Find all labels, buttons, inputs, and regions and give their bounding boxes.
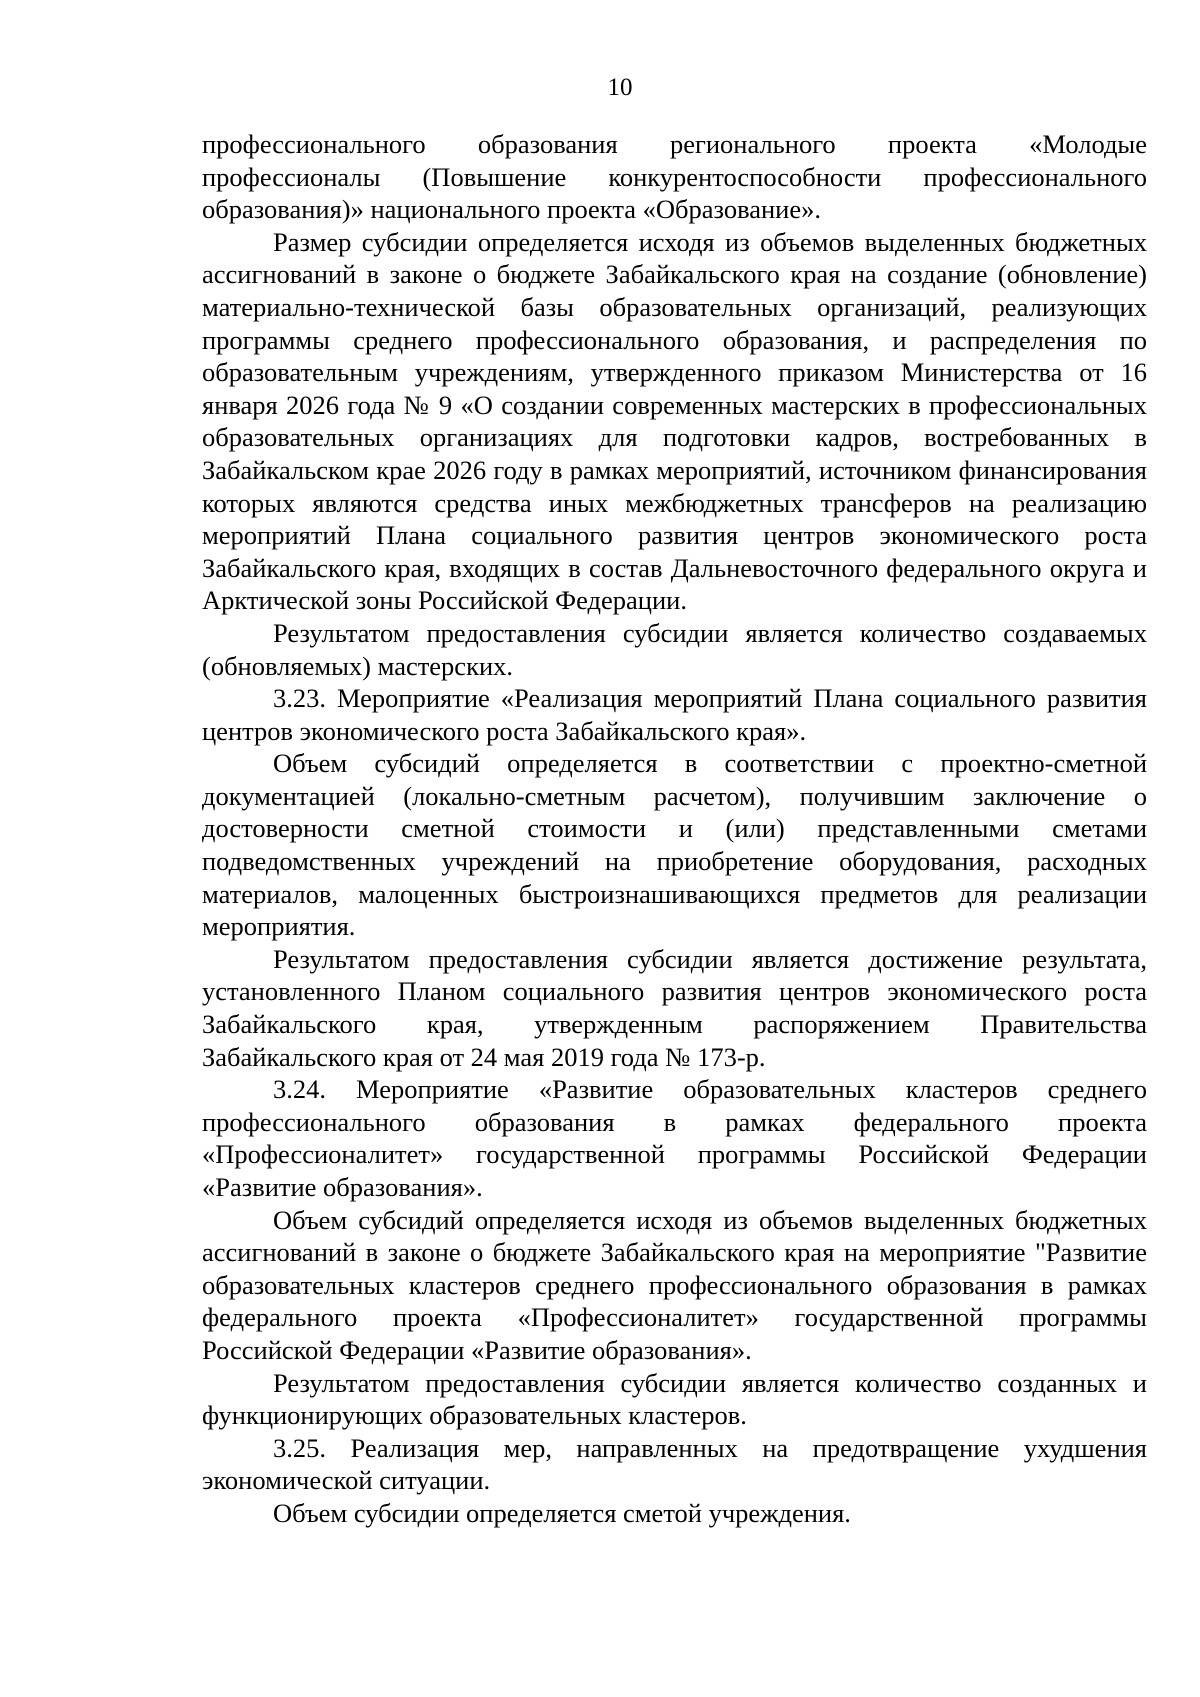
paragraph: Результатом предоставления субсидии является количество создаваемых (обновляемых) мастерских. — [202, 617, 1147, 681]
paragraph: профессионального образования регионального проекта «Молодые профессионалы (Повышение конкурентоспособности профессионального образования)» национального проекта «Образование». — [202, 129, 1147, 225]
paragraph: Объем субсидий определяется исходя из объемов выделенных бюджетных ассигнований в законе о бюджете Забайкальского края на мероприятие "Развитие образовательных кластеров среднего профессионального образования в рамках федерального проекта «Профессионалитет» государственной программы Российской Федерации «Развитие образования». — [202, 1204, 1147, 1365]
paragraph: 3.24. Мероприятие «Развитие образовательных кластеров среднего профессионального образования в рамках федерального проекта «Профессионалитет» государственной программы Российской Федерации «Развитие образования». — [202, 1074, 1147, 1202]
paragraph: 3.23. Мероприятие «Реализация мероприятий Плана социального развития центров экономического роста Забайкальского края». — [202, 683, 1147, 746]
paragraph: Объем субсидии определяется сметой учреждения. — [273, 1497, 851, 1528]
document-body — [202, 128, 1147, 1530]
paragraph: 3.25. Реализация мер, направленных на предотвращение ухудшения экономической ситуации. — [202, 1432, 1147, 1496]
paragraph: Результатом предоставления субсидии является количество созданных и функционирующих образовательных кластеров. — [202, 1367, 1147, 1431]
paragraph: Размер субсидии определяется исходя из объемов выделенных бюджетных ассигнований в законе о бюджете Забайкальского края на создание (обновление) материально-технической базы образовательных организаций, реализующих программы среднего профессионального образования, и распределения по образовательным учреждениям, утвержденного приказом Министерства от 16 января 2026 года № 9 «О создании современных мастерских в профессиональных образовательных организациях для подготовки кадров, востребованных в Забайкальском крае 2026 году в рамках мероприятий, источником финансирования которых являются средства иных межбюджетных трансферов на реализацию мероприятий Плана социального развития центров экономического роста Забайкальского края, входящих в состав Дальневосточного федерального округа и Арктической зоны Российской Федерации. — [202, 226, 1147, 616]
page-number: 10 — [607, 74, 633, 101]
paragraph: Результатом предоставления субсидии является достижение результата, установленного Планом социального развития центров экономического роста Забайкальского края, утвержденным распоряжением Правительства Забайкальского края от 24 мая 2019 года № 173-р. — [202, 943, 1147, 1072]
paragraph: Объем субсидий определяется в соответствии с проектно-сметной документацией (локально-сметным расчетом), получившим заключение о достоверности сметной стоимости и (или) представленными сметами подведомственных учреждений на приобретение оборудования, расходных материалов, малоценных быстроизнашивающихся предметов для реализации мероприятия. — [202, 748, 1147, 942]
